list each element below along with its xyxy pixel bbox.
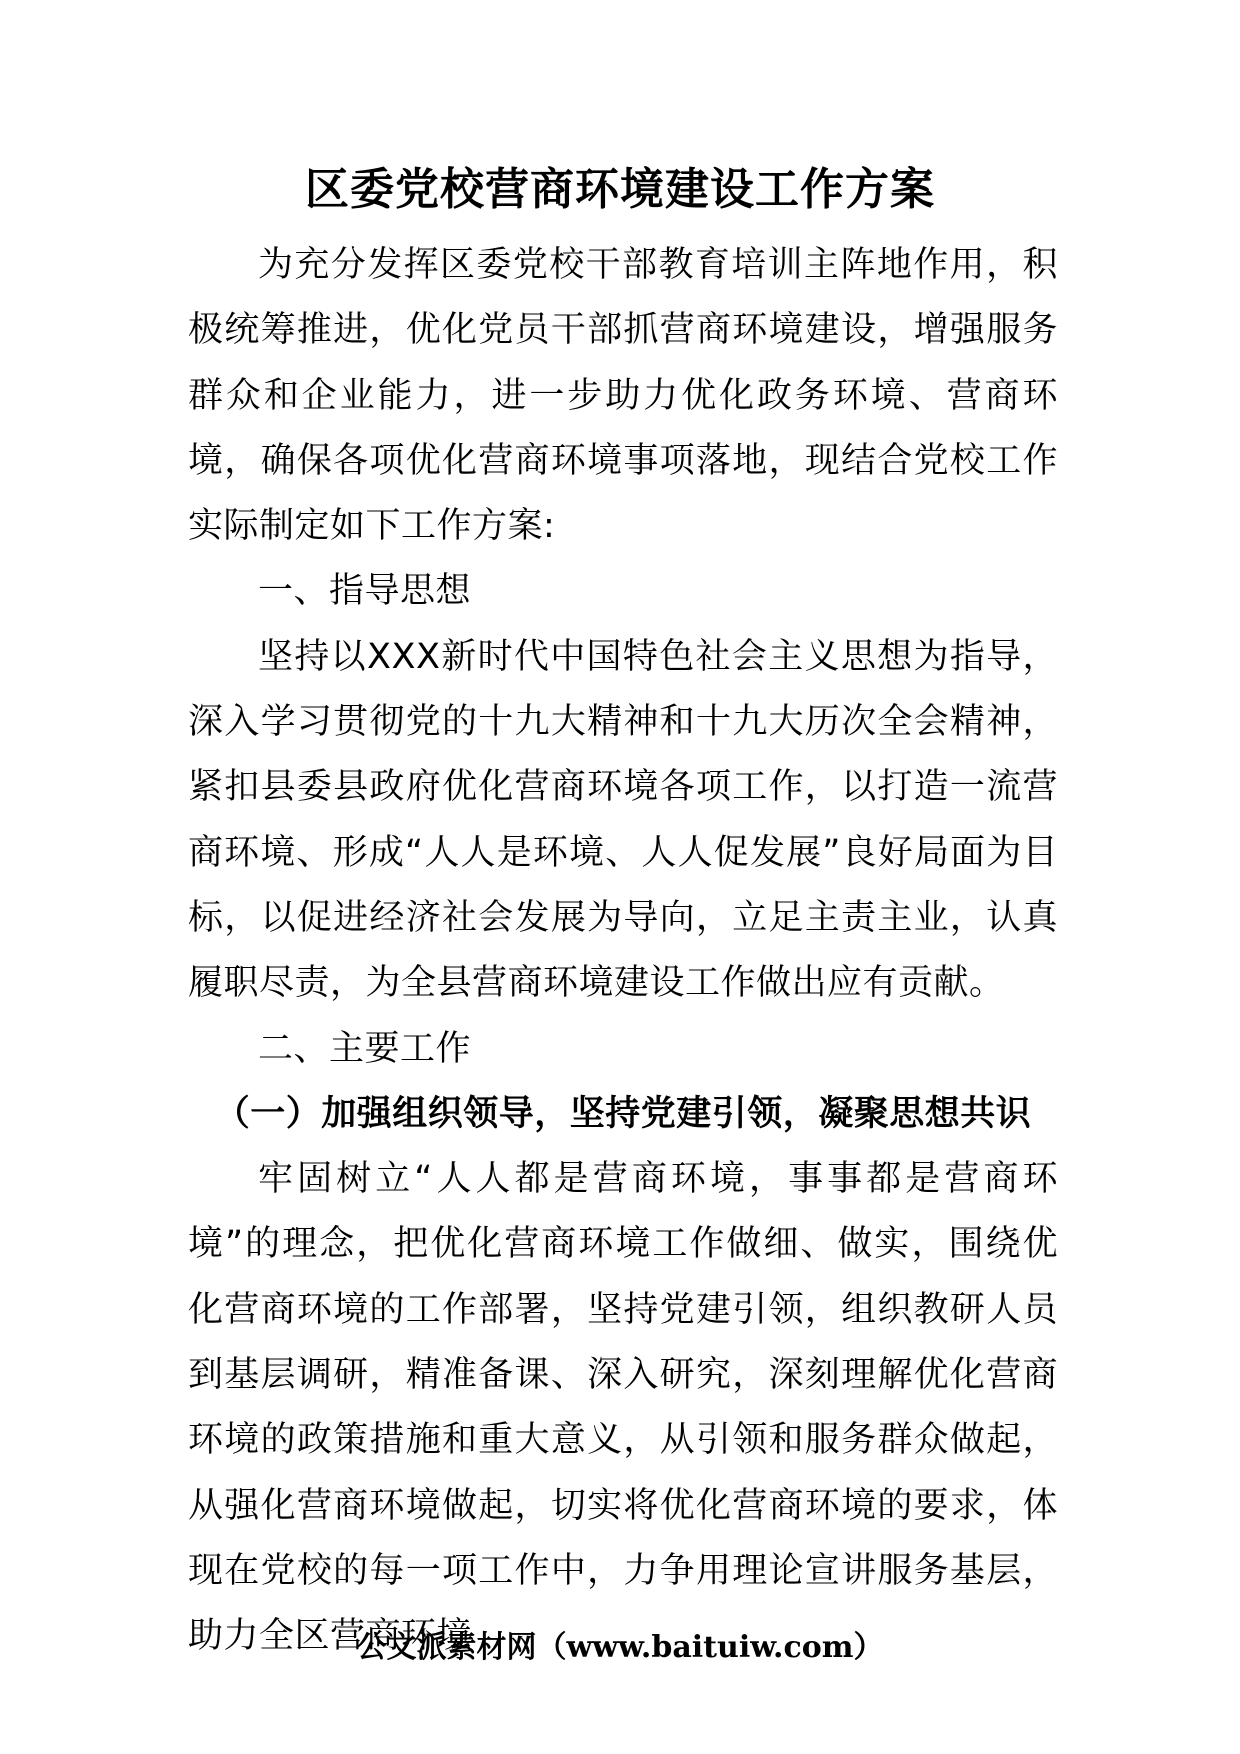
section-heading-guiding-thought: 一、指导思想 <box>258 571 472 612</box>
page-footer-watermark: 公文派素材网（www.baituiw.com） <box>356 1630 884 1665</box>
organization-paragraph: 牢固树立“人人都是营商环境，事事都是营商环境”的理念，把优化营商环境工作做细、做实，围绕优化营商环境的工作部署，坚持党建引领，组织教研人员到基层调研，精准备课、深入研究，深刻理解优化营商环境的政策措施和重大意义，从引领和服务群众做起，从强化营商环境做起，切实将优化营商环境的要求，体现在党校的每一项工作中，力争用理论宣讲服务基层，助力全区营商环境 <box>188 1159 1058 1657</box>
guiding-thought-paragraph: 坚持以XXX新时代中国特色社会主义思想为指导，深入学习贯彻党的十九大精神和十九大历次全会精神，紧扣县委县政府优化营商环境各项工作，以打造一流营商环境、形成“人人是环境、人人促发展”良好局面为目标，以促进经济社会发展为导向，立足主责主业，认真履职尽责，为全县营商环境建设工作做出应有贡献。 <box>188 636 1058 1004</box>
document-title: 区委党校营商环境建设工作方案 <box>305 164 935 215</box>
subsection-heading-organization: （一）加强组织领导，坚持党建引领，凝聚思想共识 <box>214 1093 1032 1134</box>
intro-paragraph: 为充分发挥区委党校干部教育培训主阵地作用，积极统筹推进，优化党员干部抓营商环境建设，增强服务群众和企业能力，进一步助力优化政务环境、营商环境，确保各项优化营商环境事项落地，现结合党校工作实际制定如下工作方案: <box>188 245 1058 547</box>
section-heading-main-work: 二、主要工作 <box>258 1028 472 1069</box>
document-body <box>188 233 1058 1670</box>
